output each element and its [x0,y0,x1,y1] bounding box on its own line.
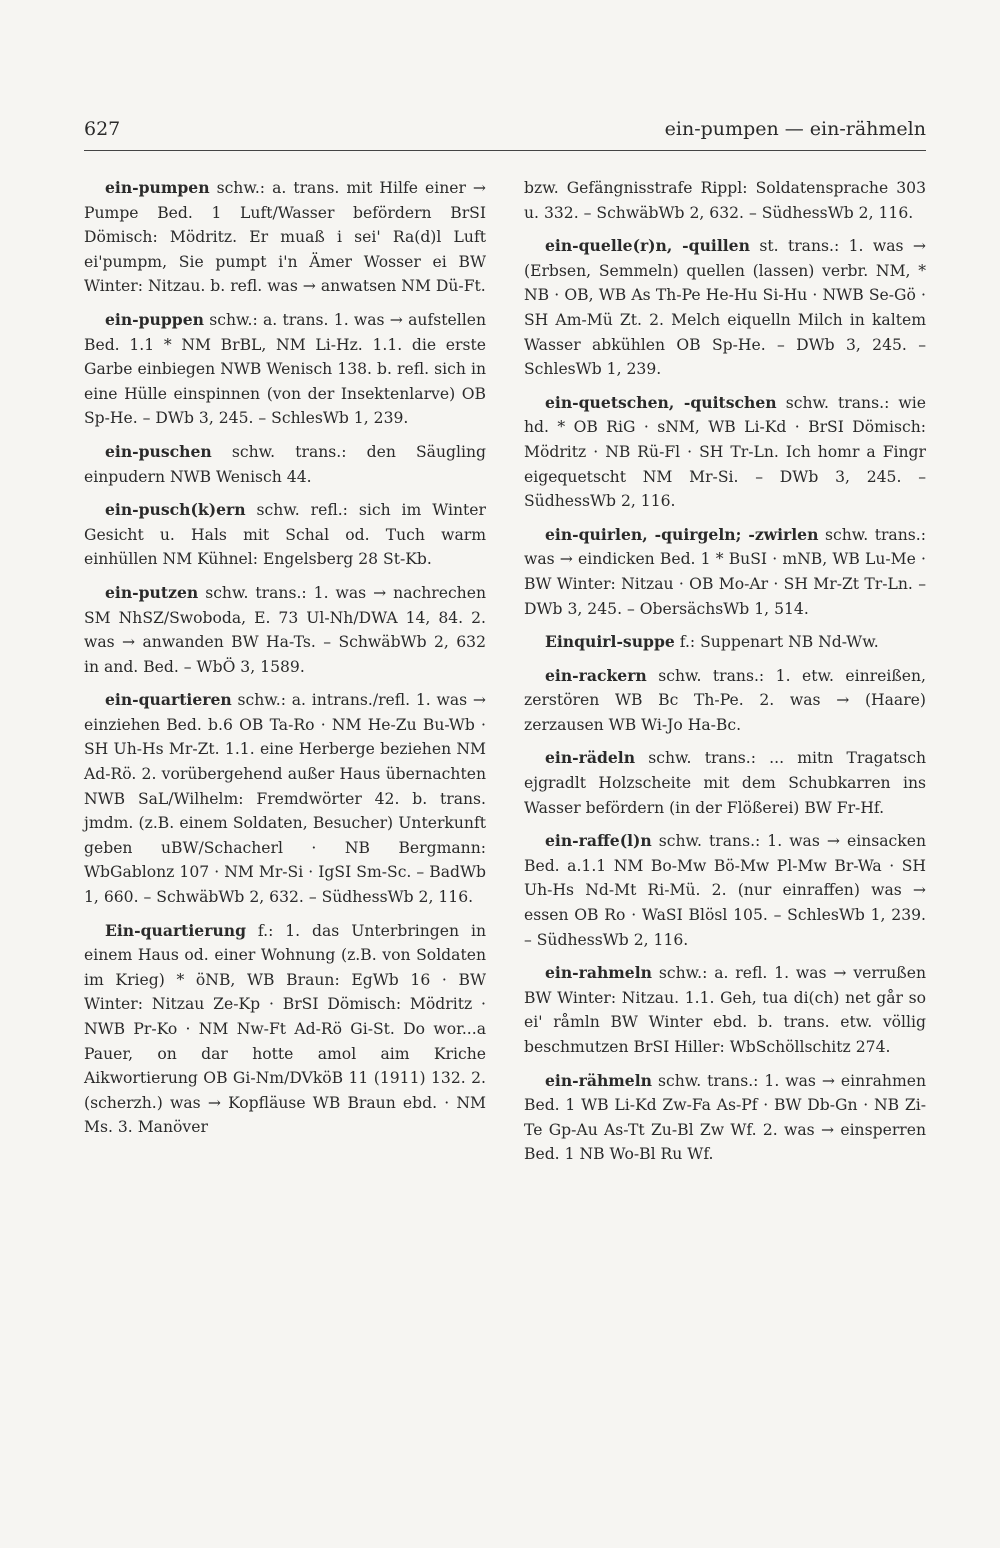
entry-lemma: Einquirl-suppe [545,632,675,652]
dictionary-entry [84,308,486,431]
entry-lemma: ein-quetschen, -quitschen [545,392,777,412]
entry-lemma: ein-quelle(r)n, -quillen [545,236,750,256]
entry-definition: 1. was → einrahmen Bed. 1 WB Li-Kd Zw-Fa As-Pf · BW Db-Gn · NB Zi-Te Gp-Au As-Tt Zu-Bl Zw Wf. 2. was → einsperren Bed. 1 NB Wo-Bl Ru Wf. [524,1071,926,1164]
dictionary-entry [524,234,926,382]
entry-definition: a. trans. 1. was → aufstellen Bed. 1.1 * NM BrBL, NM Li-Hz. 1.1. die erste Garbe einbiegen NWB Wenisch 138. b. refl. sich in eine Hülle einspinnen (von der Insektenlarve) OB Sp-He. – DWb 3, 245. – SchlesWb 1, 239. [84,310,486,428]
entry-lemma: ein-rädeln [545,748,636,768]
dictionary-entry [524,391,926,514]
entry-grammar: schw.: [231,691,286,710]
entry-grammar: schw.: [203,310,258,329]
dictionary-entry [524,746,926,820]
entry-lemma: ein-putzen [105,582,199,602]
dictionary-entry [524,829,926,952]
entry-grammar: schw.: [209,179,266,197]
running-title: ein-pumpen — ein-rähmeln [664,118,926,140]
entry-definition: 1. das Unterbringen in einem Haus od. einer Wohnung (z.B. von Soldaten im Krieg) * öNB, WB Braun: EgWb 16 · BW Winter: Nitzau Ze-Kp · BrSI Dömisch: Mödritz · NWB Pr-Ko · NM Nw-Ft Ad-Rö Gi-St. Do wor...a Pauer, on dar hotte amol aim Kriche Aikwortierung OB Gi-Nm/DVköB 11 (1911) 132. 2. (scherzh.) was → Kopfläuse WB Braun ebd. · NM Ms. 3. Manöver [84,921,486,1137]
dictionary-entry [84,498,486,572]
left-column [84,176,486,1149]
entry-definition: den Säugling einpudern NWB Wenisch 44. [84,442,487,486]
entry-lemma: ein-raffe(l)n [545,831,652,851]
entry-lemma: Ein-quartierung [105,920,247,940]
entry-definition: 1. was → (Erbsen, Semmeln) quellen (lassen) verbr. NM, * NB · OB, WB As Th-Pe He-Hu Si-Hu · NWB Se-Gö · SH Am-Mü Zt. 2. Melch eiquelln Milch in kaltem Wasser abkühlen OB Sp-He. – DWb 3, 245. – SchlesWb 1, 239. [524,237,927,379]
entry-definition: a. trans. mit Hilfe einer → Pumpe Bed. 1 Luft/Wasser befördern BrSI Dömisch: Mödritz. Er muaß i sei' Ra(d)l Luft ei'pumpm, Sie pumpt i'n Ämer Wosser ei BW Winter: Nitzau. b. refl. was → anwatsen NM Dü-Ft. [84,179,486,296]
entry-definition: 1. was → nachrechen SM NhSZ/Swoboda, E. 73 Ul-Nh/DWA 14, 84. 2. was → anwanden BW Ha-Ts. – SchwäbWb 2, 632 in and. Bed. – WbÖ 3, 1589. [84,583,486,676]
entry-lemma: ein-quartieren [105,690,232,710]
entry-definition: bzw. Gefängnisstrafe Rippl: Soldatensprache 303 u. 332. – SchwäbWb 2, 632. – SüdhessWb 2, 116. [524,179,926,222]
entry-definition: was → eindicken Bed. 1 * BuSI · mNB, WB Lu-Me · BW Winter: Nitzau · OB Mo-Ar · SH Mr-Zt Tr-Ln. – DWb 3, 245. – ObersächsWb 1, 514. [524,550,926,618]
entry-grammar: f.: [246,921,274,940]
entry-grammar: schw. trans.: [818,525,926,544]
dictionary-entry [84,176,486,299]
entry-grammar: schw. trans.: [651,832,761,851]
entry-lemma: ein-puppen [105,309,204,329]
entry-lemma: ein-rahmeln [545,963,652,983]
entry-definition: sich im Winter Gesicht u. Hals mit Schal od. Tuch warm einhüllen NM Kühnel: Engelsberg 28 St-Kb. [84,501,486,569]
dictionary-entry [524,664,926,738]
entry-grammar: schw. trans.: [776,393,890,412]
entry-grammar: schw. trans.: [211,442,347,461]
dictionary-entry [524,961,926,1059]
entry-grammar: st. trans.: [749,237,840,256]
entry-lemma: ein-pumpen [105,178,210,197]
page-header [84,114,926,151]
entry-definition: wie hd. * OB RiG · sNM, WB Li-Kd · BrSI Dömisch: Mödritz · NB Rü-Fl · SH Tr-Ln. Ich homr a Fingr eigequetscht NM Mr-Si. – DWb 3, 245. – SüdhessWb 2, 116. [524,393,926,511]
entry-grammar: schw. trans.: [646,666,765,685]
dictionary-entry [84,581,486,679]
dictionary-entry [84,919,486,1140]
dictionary-entry [84,440,486,489]
entry-grammar: schw. refl.: [245,501,348,520]
page-number: 627 [84,118,121,140]
entry-grammar: schw.: [652,964,708,983]
entry-lemma: ein-quirlen, -quirgeln; -zwirlen [545,524,819,544]
entry-grammar: schw. trans.: [652,1071,759,1090]
entry-definition: Suppenart NB Nd-Ww. [695,633,879,652]
right-column [524,176,926,1176]
entry-grammar: schw. trans.: [635,749,756,768]
dictionary-entry-continuation [524,176,926,225]
entry-lemma: ein-pusch(k)ern [105,500,246,520]
entry-grammar: schw. trans.: [198,583,307,602]
entry-lemma: ein-puschen [105,441,212,461]
dictionary-entry [524,630,926,655]
dictionary-entry [524,523,926,621]
entry-definition: 1. was → einsacken Bed. a.1.1 NM Bo-Mw Bö-Mw Pl-Mw Br-Wa · SH Uh-Hs Nd-Mt Ri-Mü. 2. (nur einraffen) was → essen OB Ro · WaSI Blösl 105. – SchlesWb 1, 239. – SüdhessWb 2, 116. [524,832,926,949]
entry-definition: 1. etw. einreißen, zerstören WB Bc Th-Pe. 2. was → (Haare) zerzausen WB Wi-Jo Ha-Bc. [524,666,927,734]
dictionary-entry [84,688,486,909]
entry-lemma: ein-rackern [545,665,647,685]
entry-definition: a. intrans./refl. 1. was → einziehen Bed. b.6 OB Ta-Ro · NM He-Zu Bu-Wb · SH Uh-Hs Mr-Zt. 1.1. eine Herberge beziehen NM Ad-Rö. 2. vorübergehend außer Haus übernachten NWB SaL/Wilhelm: Fremdwörter 42. b. trans. jmdm. (z.B. einem Soldaten, Besucher) Unterkunft geben uBW/Schacherl · NB Bergmann: WbGablonz 107 · NM Mr-Si · IgSI Sm-Sc. – BadWb 1, 660. – SchwäbWb 2, 632. – SüdhessWb 2, 116. [84,691,486,907]
entry-definition: ... mitn Tragatsch ejgradlt Holzscheite mit dem Schubkarren ins Wasser befördern (in der Flößerei) BW Fr-Hf. [524,749,926,817]
entry-lemma: ein-rähmeln [545,1070,652,1090]
entry-grammar: f.: [674,633,696,652]
entry-definition: a. refl. 1. was → verrußen BW Winter: Nitzau. 1.1. Geh, tua di(ch) net går so ei' råmln BW Winter ebd. b. trans. etw. völlig beschmutzen BrSI Hiller: WbSchöllschitz 274. [524,964,926,1056]
dictionary-entry [524,1069,926,1167]
